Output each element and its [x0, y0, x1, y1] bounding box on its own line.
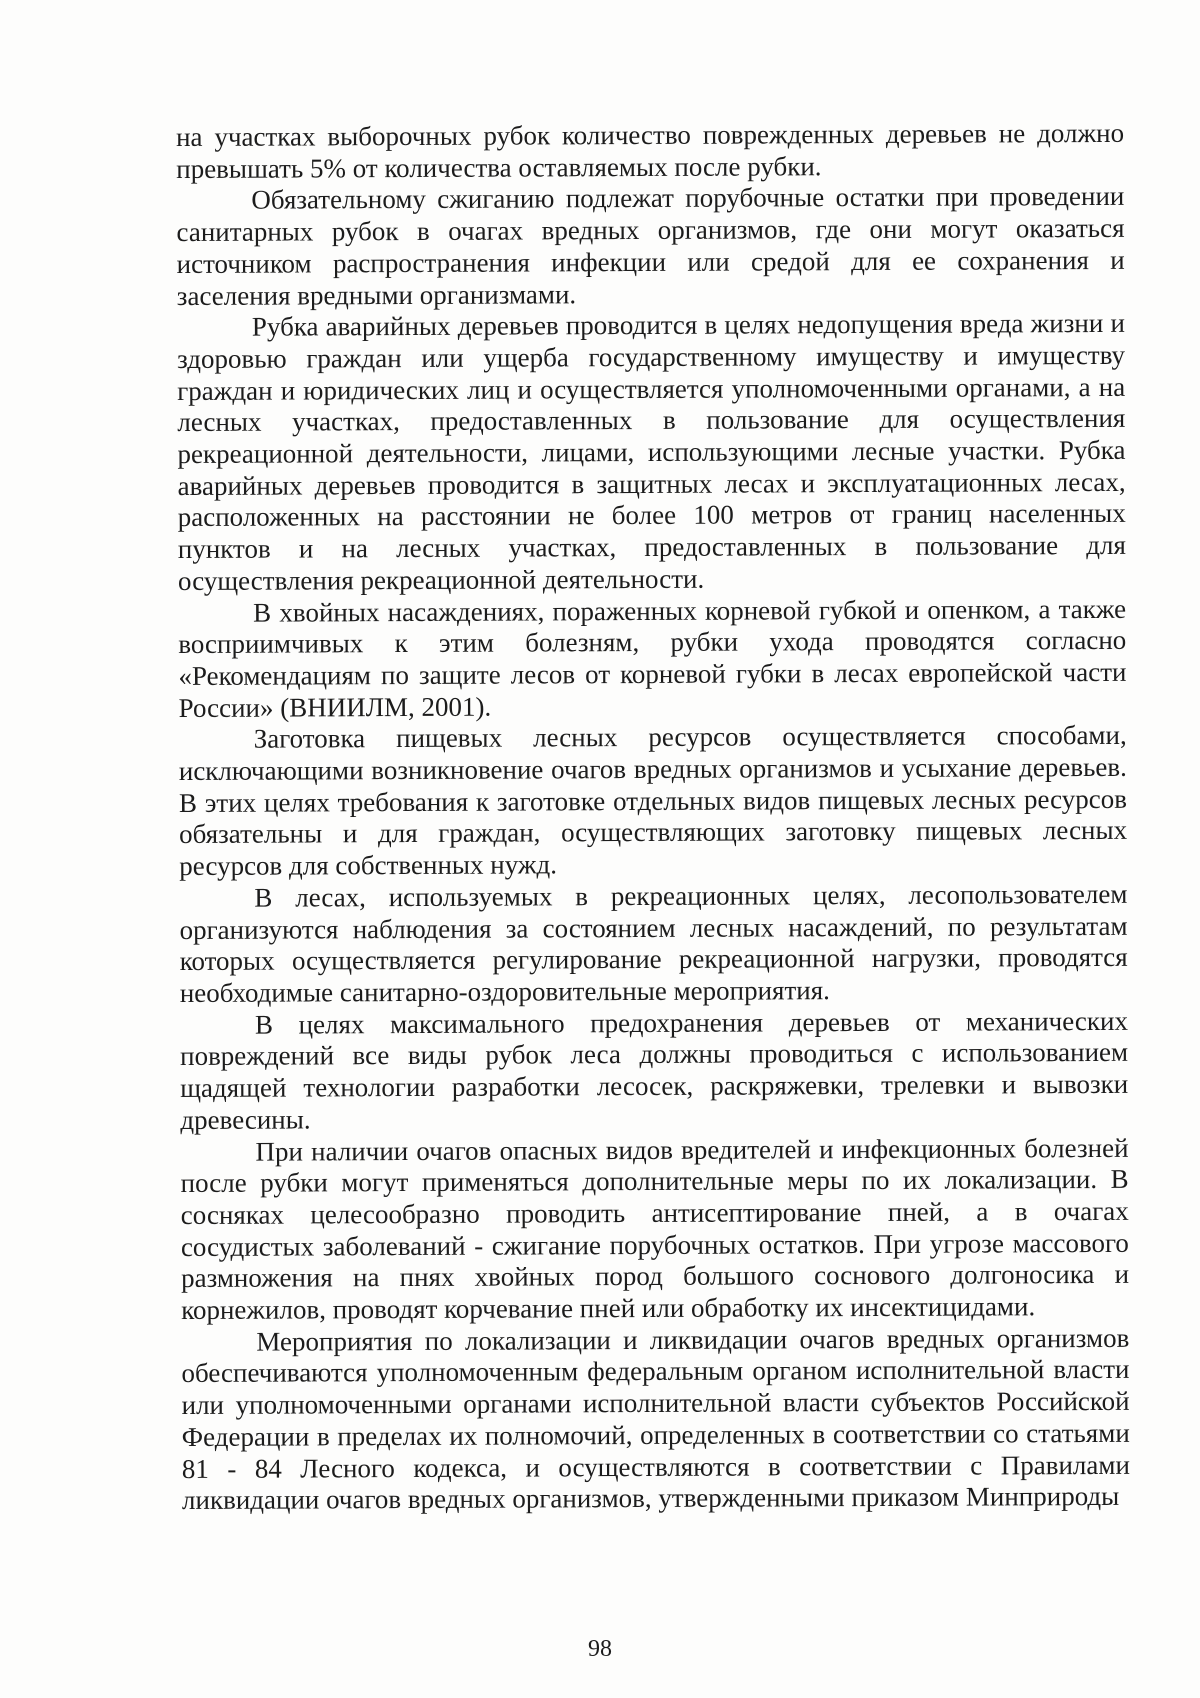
paragraph-coniferous-stands: В хвойных насаждениях, пораженных корневой губкой и опенком, а также восприимчивых к этим болезням, рубки ухода проводятся согласно «Рекомендациям по защите лесов от корневой губки в лесах европейской части России» (ВНИИЛМ, 2001).: [178, 593, 1127, 723]
paragraph-continuation: на участках выборочных рубок количество поврежденных деревьев не должно превышать 5% от количества оставляемых после рубки.: [176, 117, 1125, 184]
paragraph-pest-foci: При наличии очагов опасных видов вредителей и инфекционных болезней после рубки могут применяться дополнительные меры по их локализации. В сосняках целесообразно проводить антисептирование пней, а в очагах сосудистых заболеваний - сжигание порубочных остатков. При угрозе массового размножения на пнях хвойных пород большого соснового долгоносика и корнежилов, проводят корчевание пней или обработку их инсектицидами.: [180, 1132, 1130, 1326]
paragraph-recreational-forests: В лесах, используемых в рекреационных целях, лесопользователем организуются наблюдения за состоянием лесных насаждений, по результатам которых осуществляется регулирование рекреационной нагрузки, проводятся необходимые санитарно-оздоровительные мероприятия.: [179, 878, 1128, 1008]
paragraph-food-resources: Заготовка пищевых лесных ресурсов осуществляется способами, исключающими возникновение очагов вредных организмов и усыхание деревьев. В этих целях требования к заготовке отдельных видов пищевых лесных ресурсов обязательны и для граждан, осуществляющих заготовку пищевых лесных ресурсов для собственных нужд.: [178, 720, 1128, 882]
page-number: 98: [588, 1636, 612, 1662]
paragraph-emergency-trees: Рубка аварийных деревьев проводится в целях недопущения вреда жизни и здоровью граждан или ущерба государственному имуществу и имуществу граждан и юридических лиц и осуществляется уполномоченными органами, а на лесных участках, предоставленных в пользование для осуществления рекреационной деятельности, лицами, использующими лесные участки. Рубка аварийных деревьев проводится в защитных лесах и эксплуатационных лесах, расположенных на расстоянии не более 100 метров от границ населенных пунктов и на лесных участках, предоставленных в пользование для осуществления рекреационной деятельности.: [176, 308, 1126, 596]
paragraph-localization-measures: Мероприятия по локализации и ликвидации очагов вредных организмов обеспечиваются уполномоченным федеральным органом исполнительной власти или уполномоченными органами исполнительной власти субъектов Российской Федерации в пределах их полномочий, определенных в соответствии со статьями 81 - 84 Лесного кодекса, и осуществляются в соответствии с Правилами ликвидации очагов вредных организмов, утвержденными приказом Минприроды: [181, 1322, 1130, 1516]
body-text: [176, 118, 1130, 1517]
paragraph-mechanical-damage: В целях максимального предохранения деревьев от механических повреждений все виды рубок леса должны проводиться с использованием щадящей технологии разработки лесосек, раскряжевки, трелевки и вывозки древесины.: [180, 1005, 1129, 1135]
paragraph-burning-residues: Обязательному сжиганию подлежат порубочные остатки при проведении санитарных рубок в очагах вредных организмов, где они могут оказаться источником распространения инфекции или средой для ее сохранения и заселения вредными организмами.: [176, 181, 1125, 311]
